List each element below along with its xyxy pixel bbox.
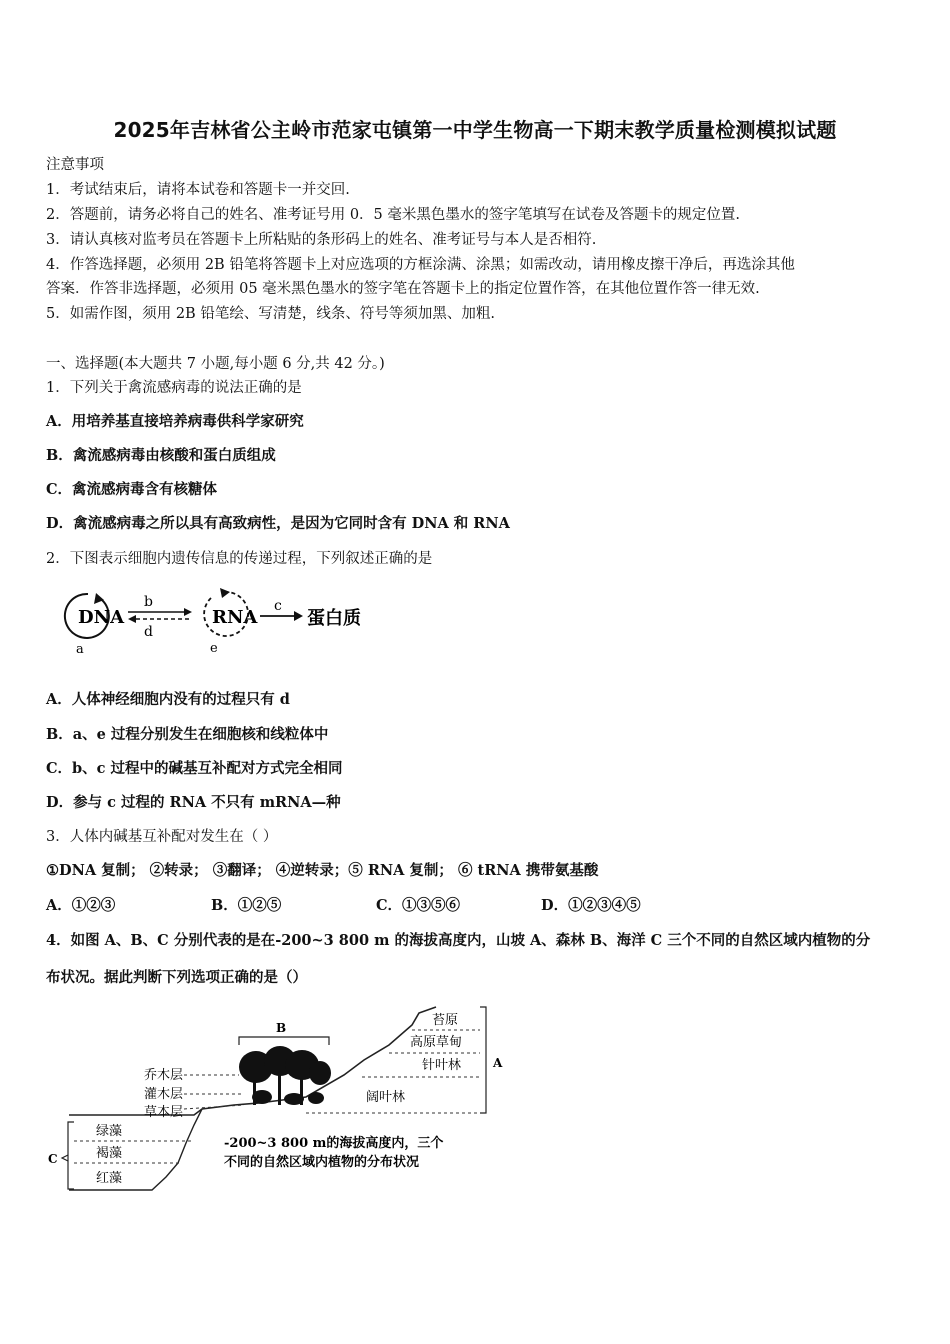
sea-brown-algae: 褐藻 — [96, 1146, 123, 1161]
q3-option-c: C．①③⑤⑥ — [376, 897, 461, 914]
genetic-information-flow-diagram — [44, 580, 384, 660]
question-3-stem: 3．人体内碱基互补配对发生在（ ） — [46, 829, 278, 845]
zone-coniferous: 针叶林 — [422, 1058, 462, 1073]
notice-item: 5．如需作图，须用 2B 铅笔绘、写清楚，线条、符号等须加黑、加粗. — [46, 306, 495, 322]
q2-option-a: A．人体神经细胞内没有的过程只有 d — [46, 691, 290, 708]
protein-label: 蛋白质 — [307, 608, 361, 629]
label-C: C — [48, 1152, 58, 1166]
notice-item: 2．答题前，请务必将自己的姓名、准考证号用 0．5 毫米黑色墨水的签字笔填写在试卷及答题卡的规定位置. — [46, 207, 740, 223]
layer-shrub: 灌木层 — [144, 1087, 184, 1102]
q3-option-b: B．①②⑤ — [211, 897, 282, 914]
q1-option-c: C．禽流感病毒含有核糖体 — [46, 481, 218, 498]
figure-caption-line2: 不同的自然区域内植物的分布状况 — [224, 1155, 420, 1170]
section-heading: 一、选择题(本大题共 7 小题,每小题 6 分,共 42 分。) — [46, 356, 385, 372]
q2-option-c: C．b、c 过程中的碱基互补配对方式完全相同 — [46, 760, 343, 777]
label-e: e — [210, 641, 218, 656]
label-B: B — [276, 1021, 287, 1035]
q3-option-a: A．①②③ — [46, 897, 116, 914]
sea-red-algae: 红藻 — [96, 1171, 123, 1186]
page-title: 2025年吉林省公主岭市范家屯镇第一中学生物高一下期末教学质量检测模拟试题 — [113, 118, 837, 142]
question-2-stem: 2．下图表示细胞内遗传信息的传递过程，下列叙述正确的是 — [46, 551, 433, 567]
notice-item: 3．请认真核对监考员在答题卡上所粘贴的条形码上的姓名、准考证号与本人是否相符. — [46, 232, 597, 248]
question-1-stem: 1．下列关于禽流感病毒的说法正确的是 — [46, 380, 302, 396]
layer-tree: 乔木层 — [144, 1068, 184, 1083]
q2-option-d: D．参与 c 过程的 RNA 不只有 mRNA—种 — [46, 794, 341, 811]
notice-item: 1．考试结束后，请将本试卷和答题卡一并交回. — [46, 182, 350, 198]
question-4-stem-line2: 布状况。据此判断下列选项正确的是（） — [46, 969, 307, 986]
q1-option-b: B．禽流感病毒由核酸和蛋白质组成 — [46, 447, 276, 464]
label-d: d — [144, 624, 153, 640]
label-b: b — [144, 594, 153, 610]
q3-process-list: ①DNA 复制； ②转录； ③翻译； ④逆转录；⑤ RNA 复制； ⑥ tRNA 携带氨基酸 — [46, 862, 599, 879]
question-4-stem-line1: 4．如图 A、B、C 分别代表的是在-200~3 800 m 的海拔高度内，山坡 A、森林 B、海洋 C 三个不同的自然区域内植物的分 — [46, 932, 871, 949]
label-A: A — [493, 1056, 503, 1070]
sea-green-algae: 绿藻 — [96, 1124, 123, 1139]
label-c: c — [274, 598, 282, 614]
forest-trees — [239, 1046, 331, 1105]
zone-alpine-meadow: 高原草甸 — [410, 1035, 463, 1050]
q1-option-a: A．用培养基直接培养病毒供科学家研究 — [46, 413, 304, 430]
notice-heading: 注意事项 — [46, 157, 104, 173]
dna-label: DNA — [78, 607, 125, 628]
rna-label: RNA — [212, 607, 258, 628]
label-a: a — [76, 642, 84, 657]
figure-caption-line1: -200~3 800 m的海拔高度内，三个 — [224, 1136, 444, 1151]
zone-tundra: 苔原 — [432, 1013, 459, 1028]
layer-herb: 草本层 — [144, 1105, 184, 1120]
notice-item: 答案．作答非选择题，必须用 05 毫米黑色墨水的签字笔在答题卡上的指定位置作答，在其他位置作答一律无效. — [46, 281, 760, 297]
q3-options — [46, 894, 641, 915]
vegetation-distribution-figure — [44, 1005, 514, 1200]
q3-option-d: D．①②③④⑤ — [541, 897, 641, 914]
notice-item: 4．作答选择题，必须用 2B 铅笔将答题卡上对应选项的方框涂满、涂黑；如需改动，请用橡皮擦干净后，再选涂其他 — [46, 257, 795, 273]
zone-broadleaf: 阔叶林 — [366, 1090, 406, 1105]
q1-option-d: D．禽流感病毒之所以具有高致病性，是因为它同时含有 DNA 和 RNA — [46, 515, 510, 532]
q2-option-b: B．a、e 过程分别发生在细胞核和线粒体中 — [46, 726, 329, 743]
